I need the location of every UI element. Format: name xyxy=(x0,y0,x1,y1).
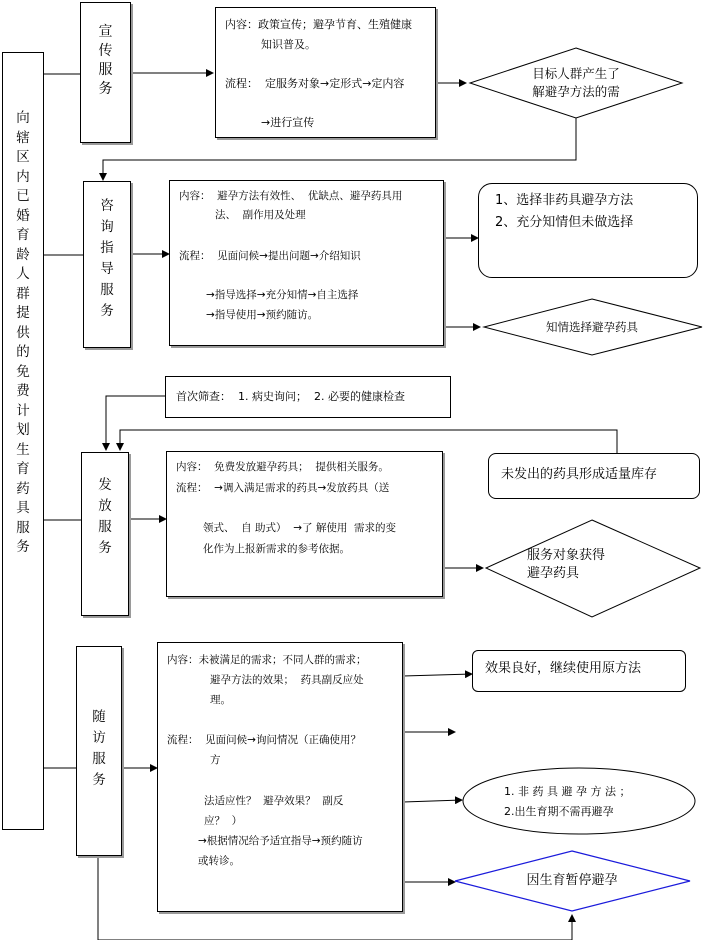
outcome-ellipse-suifang xyxy=(463,768,695,834)
fafang-label: 发 放 服 务 xyxy=(98,477,112,556)
suifang-process-line6: 或转诊。 xyxy=(198,855,240,867)
suifang-label-box xyxy=(76,646,122,856)
xuanchuan-outcome-text: 目标人群产生了 解避孕方法的需 xyxy=(532,66,620,99)
suifang-process-line5: →根据情况给予适宜指导→预约随访 xyxy=(198,835,363,847)
fafang-process-line2: 领式、 自 助式） →了 解使用 需求的变 xyxy=(203,522,396,534)
xuanchuan-process-line2: →进行宣传 xyxy=(261,116,315,129)
xuanchuan-content-line2: 知识普及。 xyxy=(261,38,316,51)
fafang-content-line1: 内容： 免费发放避孕药具； 提供相关服务。 xyxy=(176,461,389,473)
fafang-process-line3: 化作为上报新需求的参考依据。 xyxy=(203,543,350,555)
zixun-content-line1: 内容： 避孕方法有效性、 优缺点、避孕药具用 xyxy=(179,190,403,202)
zixun-process-line1: 流程： 见面问候→提出问题→介绍知识 xyxy=(179,250,361,262)
suifang-outcome-good-box xyxy=(472,650,686,692)
suifang-process-line1: 流程： 见面问候→询问情况（正确使用？ xyxy=(167,734,361,746)
fafang-label-box xyxy=(81,452,129,616)
zixun-outcome-line2: 2、充分知情但未做选择 xyxy=(495,215,634,230)
zixun-process-line3: →指导使用→预约随访。 xyxy=(206,309,319,321)
xuanchuan-label-box xyxy=(80,2,131,143)
suifang-label: 随 访 服 务 xyxy=(92,709,106,788)
suifang-process-line3: 法适应性？ 避孕效果？ 副反 xyxy=(204,795,344,807)
suifang-process-line2: 方 xyxy=(210,754,221,766)
xuanchuan-process-line1: 流程： 定服务对象→定形式→定内容 xyxy=(225,77,405,90)
zixun-label: 咨 询 指 导 服 务 xyxy=(100,198,114,319)
suifang-content-line3: 理。 xyxy=(210,694,231,706)
suifang-diamond-text: 因生育暂停避孕 xyxy=(526,873,618,888)
xuanchuan-content-line1: 内容：政策宣传；避孕节育、生殖健康 xyxy=(225,18,412,31)
suifang-ellipse-line2: 2.出生育期不需再避孕 xyxy=(504,805,614,818)
zixun-label-box xyxy=(83,181,131,348)
screening-text: 首次筛查： 1. 病史询问； 2. 必要的健康检查 xyxy=(176,390,405,403)
fafang-outcome-diamond-text: 服务对象获得 避孕药具 xyxy=(527,548,606,581)
suifang-content-line2: 避孕方法的效果； 药具副反应处 xyxy=(210,674,364,686)
main-service-box xyxy=(2,52,44,830)
screening-box xyxy=(165,376,451,418)
fafang-inventory-box xyxy=(488,453,700,499)
suifang-content-line1: 内容：未被满足的需求；不同人群的需求； xyxy=(167,654,367,666)
xuanchuan-content-box xyxy=(215,7,436,138)
suifang-process-line4: 应？ ） xyxy=(204,815,243,827)
zixun-process-line2: →指导选择→充分知情→自主选择 xyxy=(206,289,359,301)
main-service-label: 向 辖 区 内 已 婚 育 龄 人 群 提 供 的 免 费 计 划 生 育 药 具 服 务 xyxy=(16,110,30,555)
suifang-content-box xyxy=(157,642,403,912)
zixun-outcome-line1: 1、选择非药具避孕方法 xyxy=(495,193,634,208)
suifang-outcome-good-text: 效果良好，继续使用原方法 xyxy=(485,661,642,676)
zixun-content-box xyxy=(169,180,444,346)
fafang-process-line1: 流程： →调入满足需求的药具→发放药具（送 xyxy=(176,482,390,494)
zixun-content-line2: 法、 副作用及处理 xyxy=(215,209,306,221)
suifang-ellipse-line1: 1. 非 药 具 避 孕 方 法 ； xyxy=(504,785,631,798)
zixun-outcome-box xyxy=(478,183,698,278)
fafang-inventory-text: 未发出的药具形成适量库存 xyxy=(501,467,658,482)
xuanchuan-label: 宣 传 服 务 xyxy=(98,24,113,97)
zixun-outcome-diamond-text: 知情选择避孕药具 xyxy=(546,320,638,334)
fafang-content-box xyxy=(166,451,443,597)
